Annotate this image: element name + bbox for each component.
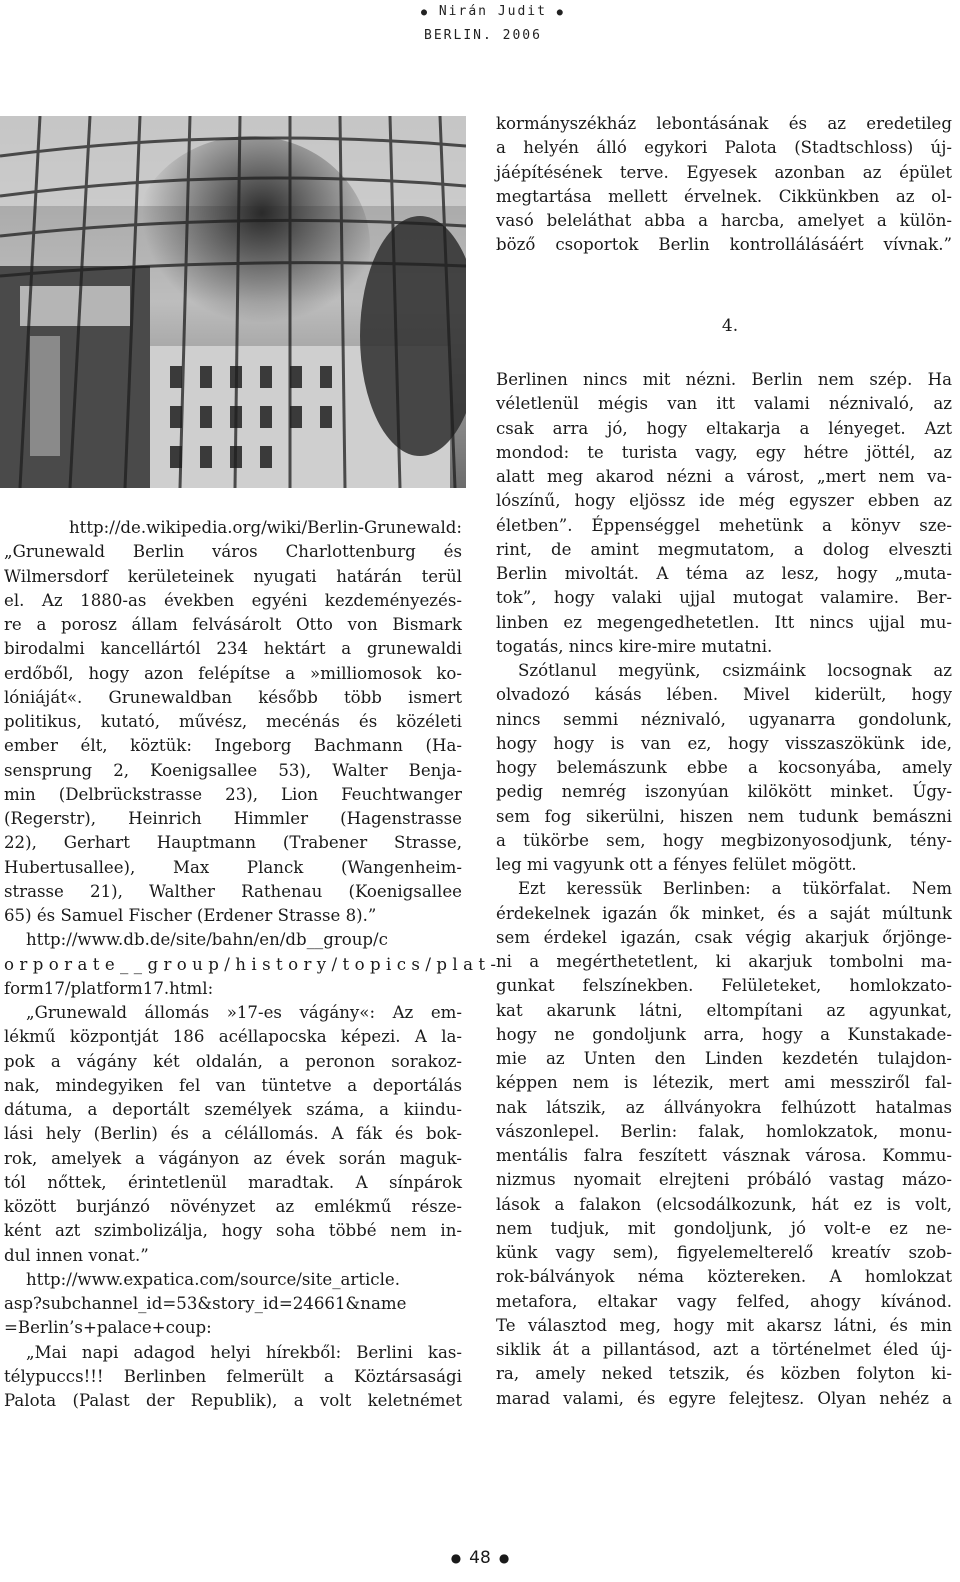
text-line: lások a falakon (elcsodálkozunk, hát ez is volt, <box>496 1194 952 1214</box>
text-line: nizmus nyomait elrejteni próbáló vastag mázo- <box>496 1170 952 1190</box>
text-line: nak látszik, az állványokra felhúzott hatalmas <box>496 1097 952 1117</box>
text-line: hogy hogy is van ez, hogy visszaszökünk ide, <box>496 733 952 753</box>
text-line: hogy ne gondoljunk arra, hogy a Kunstakade- <box>496 1024 952 1044</box>
text-line: rok, amelyek a vágányon az évek során maguk- <box>4 1148 462 1168</box>
text-line: tok”, hogy valaki ujjal mutogat valamire. Ber- <box>496 588 952 608</box>
url-line: http://www.expatica.com/source/site_article. <box>26 1269 401 1289</box>
photo-image <box>0 116 466 488</box>
grunewald-photo <box>0 116 466 488</box>
text-line: között burjánzó növényzet az emlékmű része- <box>4 1197 462 1216</box>
page-number: 48 <box>469 1548 491 1568</box>
bullet-icon: ● <box>556 7 565 18</box>
url-line: orporate__group/history/topics/plat- <box>4 954 502 974</box>
text-line: alatt meg akarod nézni a várost, „mert nem va- <box>496 467 952 486</box>
page-footer <box>430 1548 530 1568</box>
text-line: kormányszékház lebontásának és az eredetileg <box>496 114 952 133</box>
text-line: „Grunewald Berlin város Charlottenburg és <box>4 542 462 562</box>
text-line: min (Delbrückstrasse 23), Lion Feuchtwanger <box>4 784 462 804</box>
text-line: mentális falra feszített vásznak városa. Kommu- <box>496 1146 952 1165</box>
text-line: birodalmi kancellártól 234 hektárt a grunewaldi <box>4 639 462 659</box>
text-line: lószínű, hogy eljössz ide még egyszer ebben az <box>496 491 952 511</box>
text-line: böző csoportok Berlin kontrollálásáért vívnak.” <box>496 235 952 255</box>
header-author-line <box>421 0 565 24</box>
text-line: nak, mindegyiken fel van tüntetve a deportálás <box>4 1075 462 1095</box>
text-line: politikus, kutató, művész, mecénás és közéleti <box>4 712 462 731</box>
text-line: pok a vágány két oldalán, a peronon sorakoz- <box>4 1051 462 1071</box>
text-line: „Grunewald állomás »17-es vágány«: Az em- <box>26 1003 462 1022</box>
bullet-icon: ● <box>421 7 430 18</box>
text-line: véletlenül mégis van itt valami néznivaló, az <box>496 394 952 414</box>
text-line: sem érdekel igazán, csak végig akarjuk őrjönge- <box>496 927 952 947</box>
text-line: Szótlanul megyünk, csizmáink locsognak az <box>518 661 952 680</box>
text-line: leg mi vagyunk ott a fényes felület mögött. <box>496 855 857 874</box>
text-line: ra, amely neked tetszik, és közben folyton ki- <box>496 1364 952 1384</box>
text-line: el. Az 1880-as években egyéni kezdeményezés- <box>4 590 462 610</box>
text-line: kat akarunk látni, eltompítani az agyunkat, <box>496 1000 952 1020</box>
text-line: rok-bálványok néma köztereken. A homlokzat <box>496 1267 952 1287</box>
text-line: hogy belemászunk ebbe a kocsonyába, amely <box>496 758 952 777</box>
url-line: asp?subchannel_id=53&story_id=24661&name <box>4 1294 407 1313</box>
text-line: pedig nemrég iszonyúan kilökött minket. Úgy- <box>496 782 952 802</box>
bullet-icon: ● <box>450 1551 462 1565</box>
text-line: olvadozó kásás lében. Mivel kiderült, hogy <box>496 685 952 705</box>
text-line: rint, de amint megmutatom, a dolog elveszti <box>496 539 952 559</box>
text-line: mondod: te turista vagy, egy hétre jöttél, az <box>496 442 952 462</box>
text-line: 65) és Samuel Fischer (Erdener Strasse 8).” <box>4 906 377 925</box>
text-line: „Mai napi adagod helyi hírekből: Berlini kas- <box>26 1342 462 1362</box>
text-line: vasó beleláthat abba a harcba, amelyet a külön- <box>496 211 952 230</box>
header-place-year: BERLIN. 2006 <box>424 28 542 43</box>
text-line: télypuccs!!! Berlinben felmerült a Köztársasági <box>4 1366 462 1386</box>
bullet-icon: ● <box>498 1551 510 1565</box>
text-line: a tükörbe sem, hogy megbizonyosodjunk, tény- <box>496 830 952 850</box>
section-number: 4. <box>721 316 739 336</box>
text-line: metafora, eltakar vagy felfed, ahogy kívánod. <box>496 1291 952 1311</box>
running-header <box>421 0 565 48</box>
text-line: csak arra jó, hogy eltakarja a lényeget. Azt <box>496 418 952 438</box>
text-line: linben ez megengedhetetlen. Itt nincs ujjal mu- <box>496 612 952 632</box>
text-line: Berlin mivoltát. A téma az lesz, hogy „muta- <box>496 564 952 583</box>
text-line: Hubertusallee), Max Planck (Wangenheim- <box>4 857 462 877</box>
text-line: mie az Unten den Linden kezdetén tulajdon- <box>496 1049 952 1068</box>
text-line: ember élt, köztük: Ingeborg Bachmann (Ha- <box>4 736 462 756</box>
url-line: http://www.db.de/site/bahn/en/db__group/c <box>26 930 388 950</box>
text-line: lékmű központját 186 acéllapocska képezi. A la- <box>4 1027 462 1047</box>
text-line: sensprung 2, Koenigsallee 53), Walter Benja- <box>4 760 462 780</box>
text-line: vászonlepel. Berlin: falak, homlokzatok, monu- <box>496 1121 952 1141</box>
text-line: életben”. Éppenséggel mehetünk a könyv sze- <box>496 515 952 535</box>
text-line: lóniáját«. Grunewaldban később több ismert <box>4 687 462 707</box>
text-line: erdőből, hogy azon felépítse a »milliomosok ko- <box>4 663 462 683</box>
text-line: sem fog sikerülni, hiszen nem tudunk bemászni <box>496 806 952 826</box>
url-line: http://de.wikipedia.org/wiki/Berlin-Grunewald: <box>69 518 462 537</box>
text-line: a helyén álló egykori Palota (Stadtschloss) új- <box>496 138 952 158</box>
header-author: Nirán Judit <box>438 4 547 19</box>
right-column-section-4 <box>496 368 952 1411</box>
text-line: re a porosz állam felvásárolt Otto von Bismark <box>4 615 462 634</box>
url-line: form17/platform17.html: <box>4 978 214 998</box>
left-column <box>4 516 502 1413</box>
text-line: 22), Gerhart Hauptmann (Trabener Strasse, <box>4 833 462 853</box>
text-line: nem tudjuk, mit gondoljunk, jó volt-e ez ne- <box>496 1218 952 1238</box>
text-line: künk vagy sem), figyelemelterelő kreatív szob- <box>496 1243 952 1262</box>
text-line: marad valami, és egyre felejtesz. Olyan nehéz a <box>496 1388 952 1408</box>
text-line: Ezt keressük Berlinben: a tükörfalat. Nem <box>518 879 952 899</box>
text-line: Berlinen nincs mit nézni. Berlin nem szép. Ha <box>496 370 952 389</box>
right-column-top <box>496 112 952 258</box>
text-line: Palota (Palast der Republik), a volt keletnémet <box>4 1391 462 1410</box>
text-line: dul innen vonat.” <box>4 1245 149 1265</box>
text-line: dátuma, a deportált személyek száma, a kiindu- <box>4 1100 462 1119</box>
text-line: Wilmersdorf kerületeinek nyugati határán terül <box>4 566 462 586</box>
text-line: megtartása mellett érvelnek. Cikkünkben az ol- <box>496 186 952 206</box>
url-line: =Berlin’s+palace+coup: <box>4 1318 212 1338</box>
text-line: (Regerstr), Heinrich Himmler (Hagenstrasse <box>4 809 462 828</box>
text-line: nincs semmi néznivaló, ugyanarra gondolunk, <box>496 709 952 729</box>
text-line: jáépítésének terve. Egyesek azonban az épület <box>496 162 952 182</box>
text-line: ként azt szimbolizálja, hogy soha többé nem in- <box>4 1221 462 1241</box>
text-line: togatás, nincs kire-mire mutatni. <box>496 636 773 656</box>
text-line: képpen nem is létezik, mert ami messziről fal- <box>496 1073 952 1093</box>
text-line: Te választod meg, hogy mit akarsz látni, és min <box>496 1315 952 1335</box>
text-line: lási hely (Berlin) és a célállomás. A fák és bok- <box>4 1124 462 1144</box>
text-line: ni a megérthetetlent, ki akarjuk tombolni ma- <box>496 952 952 971</box>
text-line: gunkat felszínekben. Felületeket, homlokzato- <box>496 976 952 996</box>
text-line: érdekelnek igazán ők minket, és a saját múltunk <box>496 903 952 923</box>
text-line: tól nőttek, érintetlenül maradtak. A sínpárok <box>4 1172 462 1192</box>
text-line: siklik át a pillantásod, azt a történelmet éled új- <box>496 1340 952 1359</box>
text-line: strasse 21), Walther Rathenau (Koenigsallee <box>4 881 462 901</box>
